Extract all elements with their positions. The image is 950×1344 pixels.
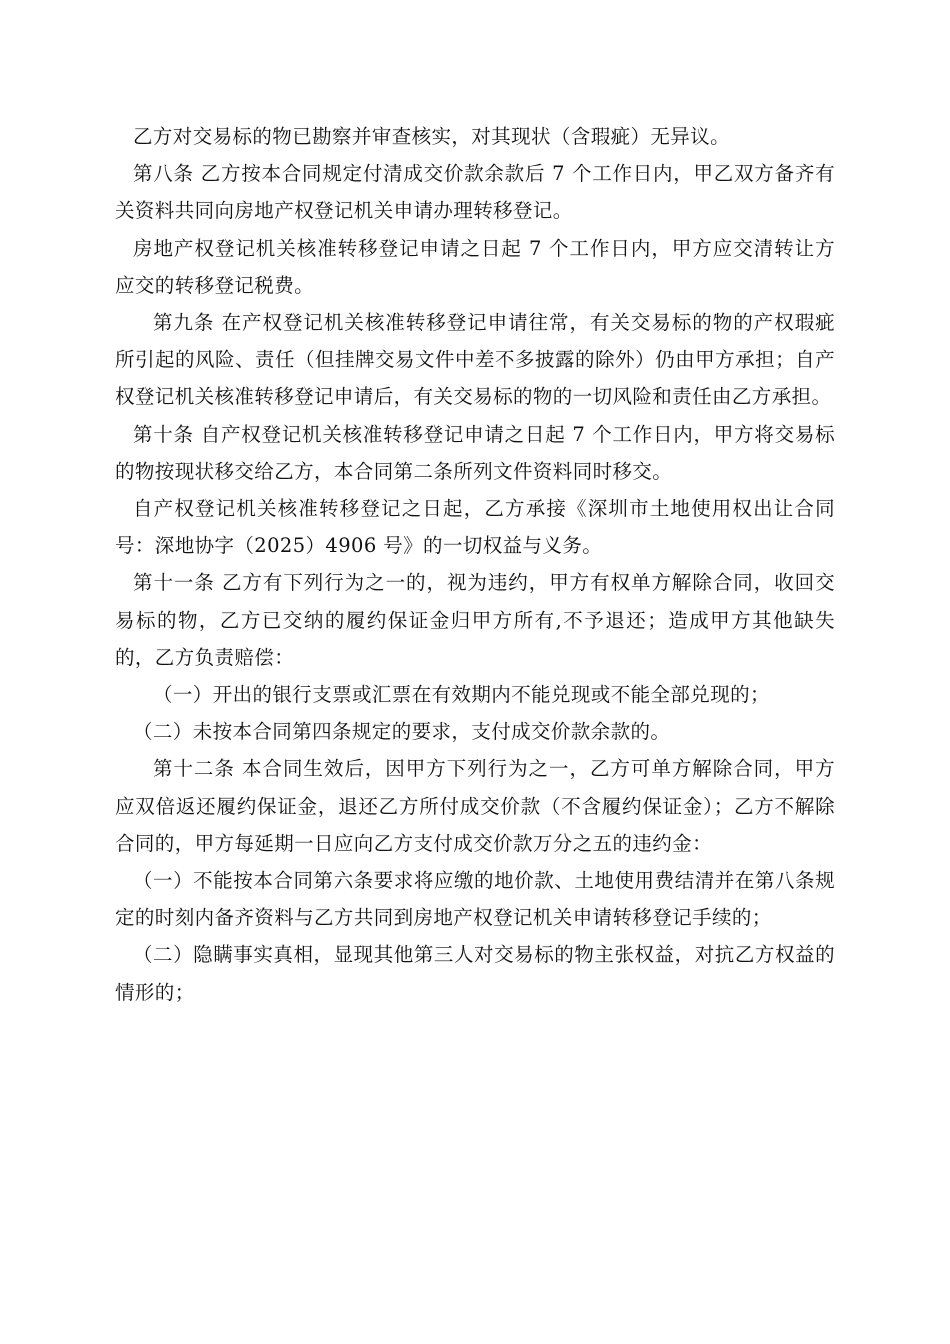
paragraph-article-12: 第十二条 本合同生效后，因甲方下列行为之一，乙方可单方解除合同，甲方应双倍返还履约保证金，退还乙方所付成交价款（不含履约保证金）；乙方不解除合同的，甲方每延期一日应向乙方支付成交价款万分之五的违约金： (115, 757, 835, 855)
paragraph-article-12-item-2: （二）隐瞒事实真相，显现其他第三人对交易标的物主张权益，对抗乙方权益的情形的； (115, 943, 835, 1004)
paragraph-article-10: 第十条 自产权登记机关核准转移登记申请之日起 7 个工作日内，甲方将交易标的物按现状移交给乙方，本合同第二条所列文件资料同时移交。 (115, 422, 835, 483)
paragraph-article-11-item-2: （二）未按本合同第四条规定的要求，支付成交价款余款的。 (133, 720, 671, 744)
paragraph-article-11-item-1: （一）开出的银行支票或汇票在有效期内不能兑现或不能全部兑现的； (153, 683, 770, 707)
paragraph-article-9: 第九条 在产权登记机关核准转移登记申请往常，有关交易标的物的产权瑕疵所引起的风险、责任（但挂牌交易文件中差不多披露的除外）仍由甲方承担；自产权登记机关核准转移登记申请后，有关交易标的物的一切风险和责任由乙方承担。 (115, 311, 835, 409)
paragraph-article-10-rights: 自产权登记机关核准转移登记之日起，乙方承接《深圳市土地使用权出让合同号：深地协字（2025）4906 号》的一切权益与义务。 (115, 497, 835, 558)
paragraph-article-11: 第十一条 乙方有下列行为之一的，视为违约，甲方有权单方解除合同，收回交易标的物，乙方已交纳的履约保证金归甲方所有,不予退还；造成甲方其他缺失的，乙方负责赔偿： (115, 571, 835, 669)
paragraph-article-12-item-1: （一）不能按本合同第六条要求将应缴的地价款、土地使用费结清并在第八条规定的时刻内备齐资料与乙方共同到房地产权登记机关申请转移登记手续的； (115, 869, 835, 930)
paragraph-inspection-clause: 乙方对交易标的物已勘察并审查核实，对其现状（含瑕疵）无异议。 (133, 125, 731, 148)
document-body (115, 118, 835, 1011)
paragraph-article-8: 第八条 乙方按本合同规定付清成交价款余款后 7 个工作日内，甲乙双方备齐有关资料共同向房地产权登记机关申请办理转移登记。 (115, 162, 835, 223)
paragraph-article-8-tax: 房地产权登记机关核准转移登记申请之日起 7 个工作日内，甲方应交清转让方应交的转移登记税费。 (115, 236, 835, 297)
